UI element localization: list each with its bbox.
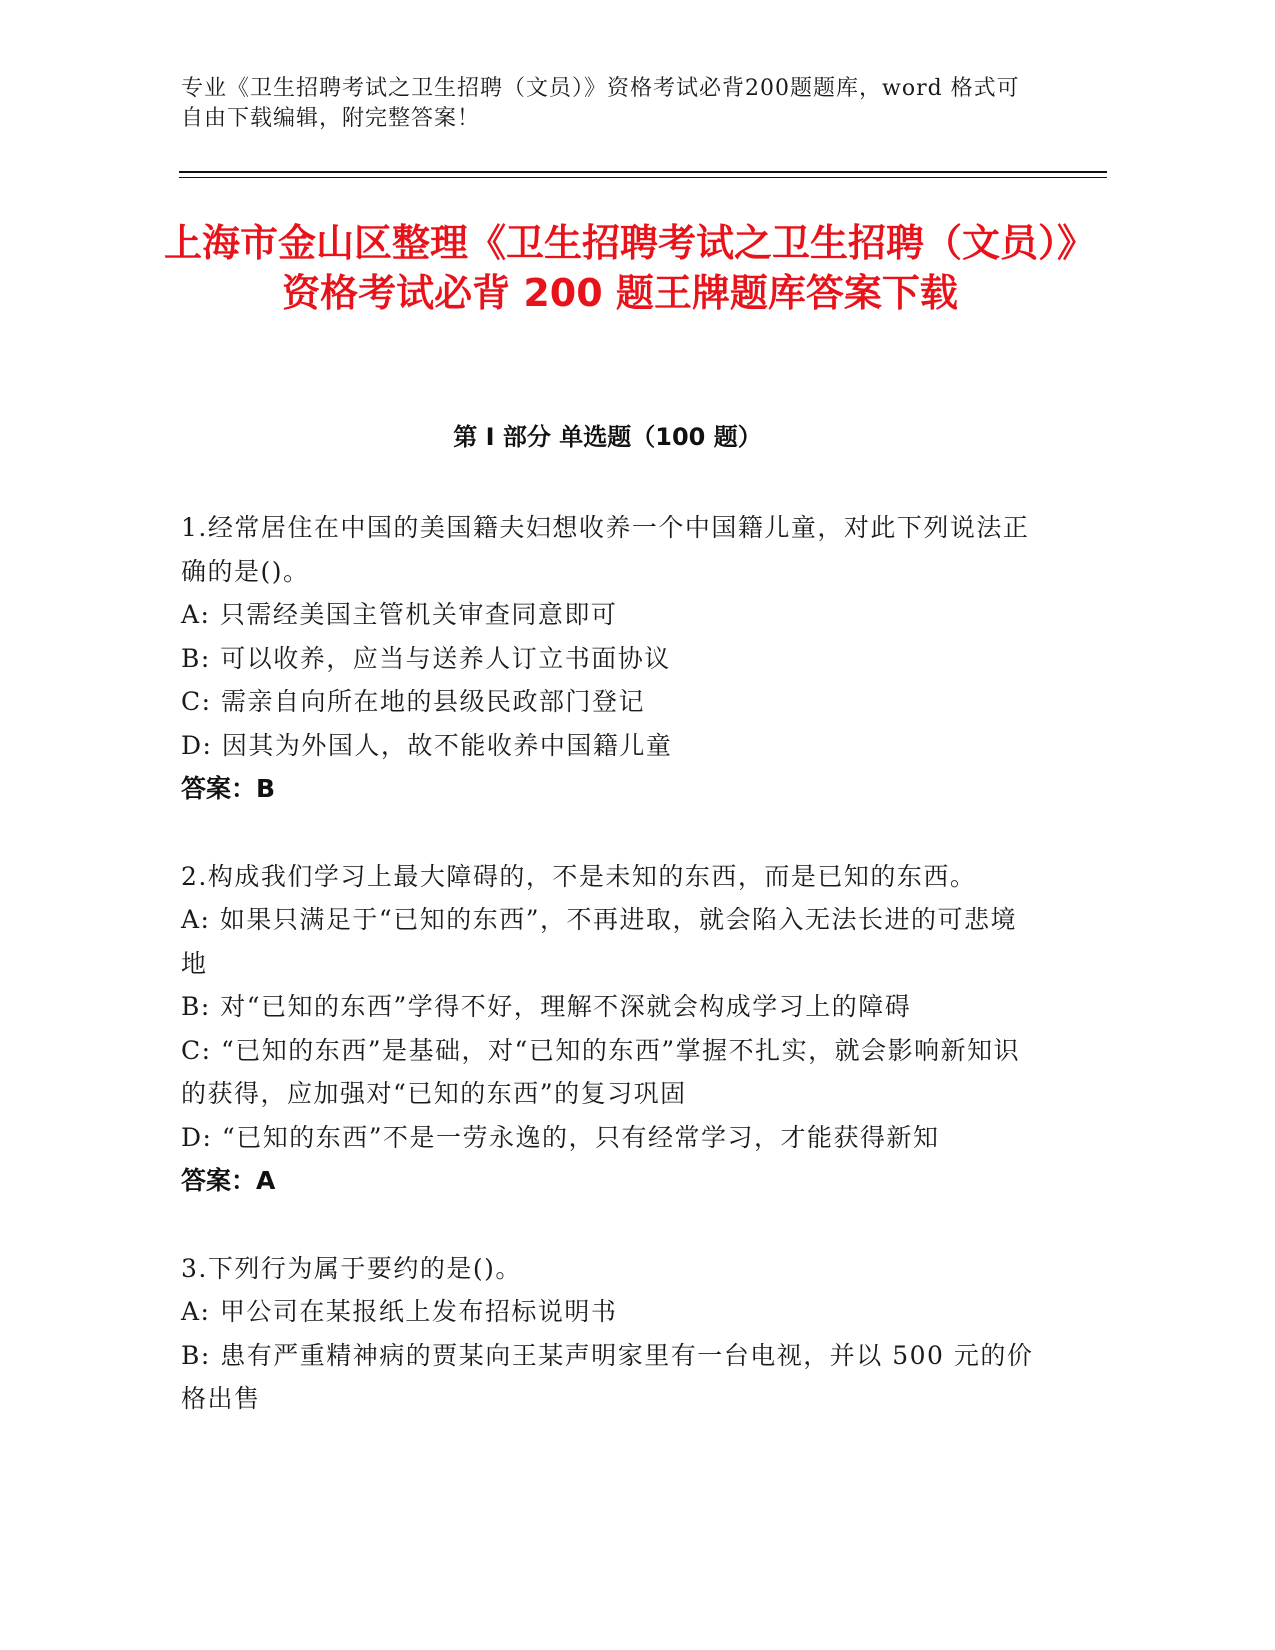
answer-line: 答案：A bbox=[181, 1166, 276, 1195]
option-c: C: 需亲自向所在地的县级民政部门登记 bbox=[181, 687, 645, 716]
question-stem: 1.经常居住在中国的美国籍夫妇想收养一个中国籍儿童，对此下列说法正确的是()。 bbox=[181, 513, 1030, 586]
section-title: 第 I 部分 单选题（100 题） bbox=[453, 423, 762, 451]
answer-line: 答案：B bbox=[181, 774, 276, 803]
question-stem: 2.构成我们学习上最大障碍的，不是未知的东西，而是已知的东西。 bbox=[181, 861, 977, 891]
option-b: B: 对“已知的东西”学得不好，理解不深就会构成学习上的障碍 bbox=[181, 992, 912, 1021]
question-1 bbox=[181, 506, 1041, 811]
option-a: A: 只需经美国主管机关审查同意即可 bbox=[181, 600, 618, 629]
option-a: A: 甲公司在某报纸上发布招标说明书 bbox=[181, 1297, 618, 1326]
question-stem: 3.下列行为属于要约的是()。 bbox=[181, 1253, 522, 1283]
option-b: B: 患有严重精神病的贾某向王某声明家里有一台电视，并以 500 元的价格出售 bbox=[181, 1340, 1034, 1413]
option-b: B: 可以收养，应当与送养人订立书面协议 bbox=[181, 643, 671, 673]
header-rule-thick bbox=[179, 171, 1107, 173]
option-d: D: 因其为外国人，故不能收养中国籍儿童 bbox=[181, 730, 673, 760]
option-c: C: “已知的东西”是基础，对“已知的东西”掌握不扎实，就会影响新知识的获得，应加强对“已知的东西”的复习巩固 bbox=[181, 1035, 1021, 1108]
header-note: 专业《卫生招聘考试之卫生招聘（文员）》资格考试必背200题题库，word 格式可自由下载编辑，附完整答案！ bbox=[181, 76, 1020, 131]
header-rule-thin bbox=[179, 177, 1107, 178]
question-2 bbox=[181, 855, 1041, 1203]
question-list bbox=[181, 506, 1041, 1465]
option-d: D: “已知的东西”不是一劳永逸的，只有经常学习，才能获得新知 bbox=[181, 1122, 940, 1152]
document-title: 上海市金山区整理《卫生招聘考试之卫生招聘（文员）》资格考试必背 200 题王牌题库答案下载 bbox=[163, 221, 1076, 315]
question-3 bbox=[181, 1247, 1041, 1421]
option-a: A: 如果只满足于“已知的东西”，不再进取，就会陷入无法长进的可悲境地 bbox=[181, 905, 1017, 978]
